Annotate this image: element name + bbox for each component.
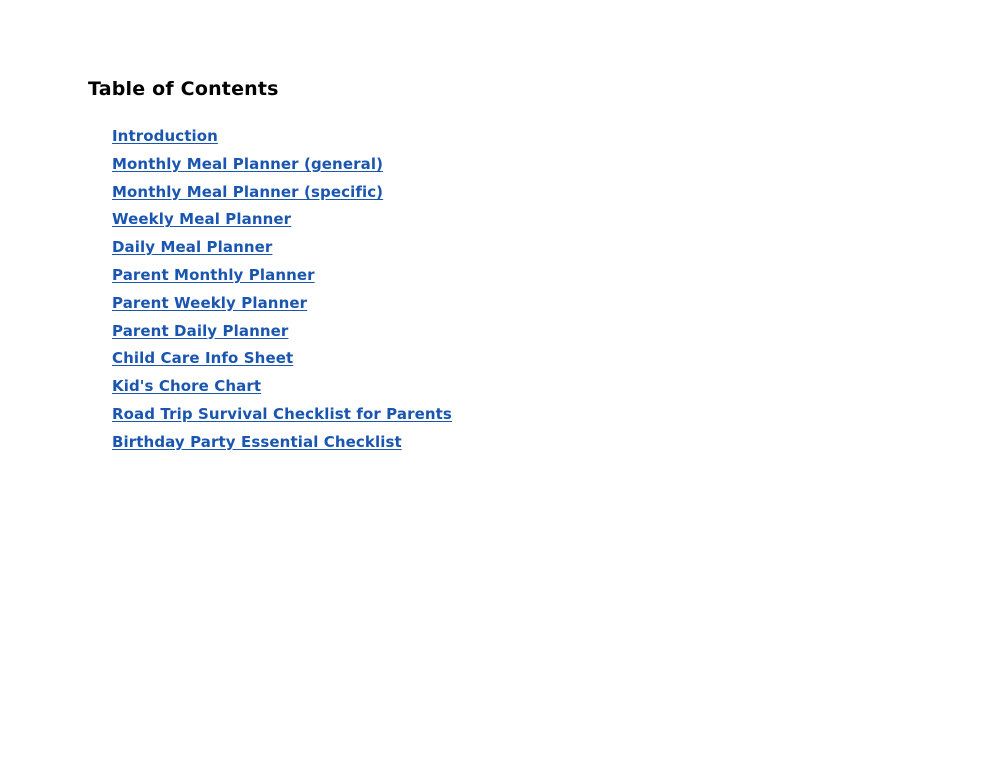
toc-link-weekly-meal-planner[interactable]: Weekly Meal Planner: [112, 210, 292, 229]
page-title: Table of Contents: [88, 78, 279, 100]
toc-link-parent-daily-planner[interactable]: Parent Daily Planner: [112, 321, 289, 340]
toc-link-monthly-meal-planner-specific[interactable]: Monthly Meal Planner (specific): [112, 182, 384, 201]
toc-link-child-care-info-sheet[interactable]: Child Care Info Sheet: [112, 349, 294, 368]
table-of-contents-list: [112, 123, 812, 457]
toc-link-daily-meal-planner[interactable]: Daily Meal Planner: [112, 238, 273, 257]
toc-link-birthday-party-essential-checklist[interactable]: Birthday Party Essential Checklist: [112, 432, 402, 451]
toc-link-monthly-meal-planner-general[interactable]: Monthly Meal Planner (general): [112, 154, 384, 173]
toc-link-introduction[interactable]: Introduction: [112, 127, 218, 145]
toc-link-parent-monthly-planner[interactable]: Parent Monthly Planner: [112, 265, 315, 284]
toc-link-parent-weekly-planner[interactable]: Parent Weekly Planner: [112, 293, 308, 312]
toc-link-kids-chore-chart[interactable]: Kid's Chore Chart: [112, 377, 262, 396]
toc-link-road-trip-survival-checklist[interactable]: Road Trip Survival Checklist for Parents: [112, 404, 452, 423]
